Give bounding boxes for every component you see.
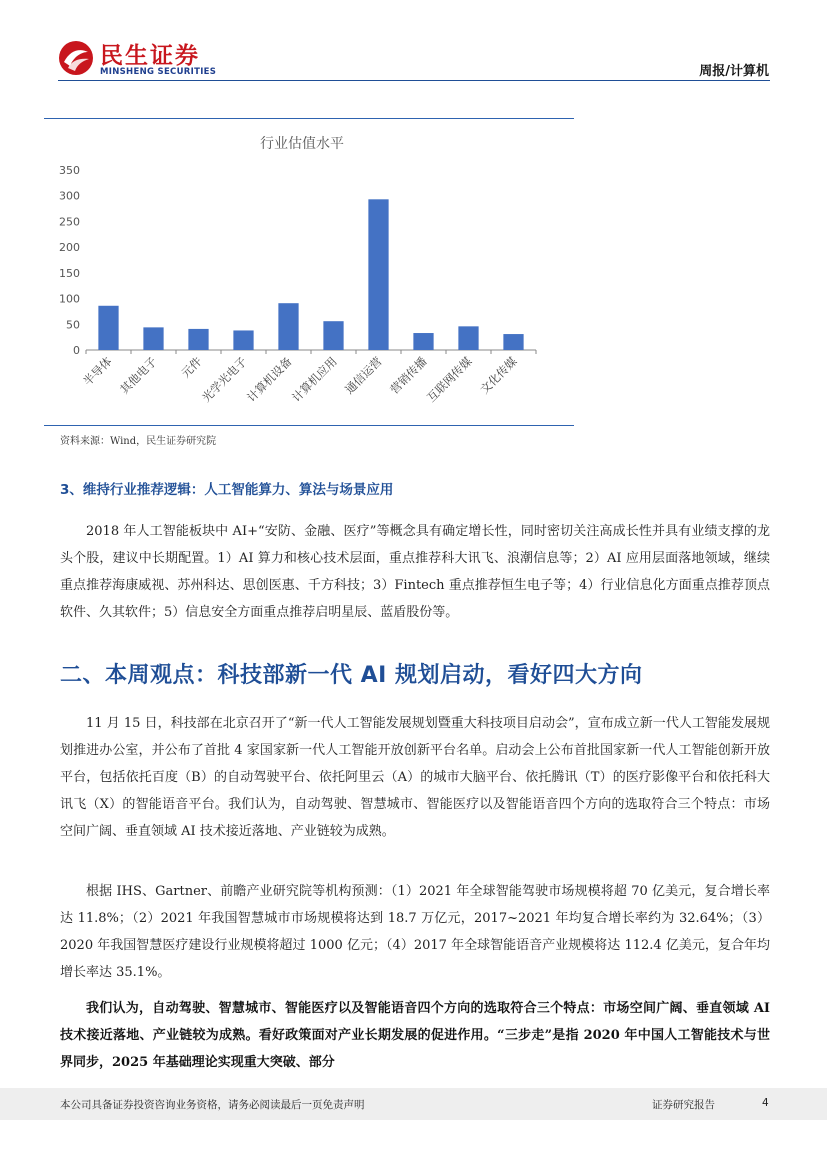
bar-5 (278, 303, 298, 350)
x-tick-label: 光学光电子 (199, 354, 250, 405)
x-tick-label: 半导体 (80, 354, 115, 389)
y-tick-label: 300 (59, 189, 80, 203)
bar-7 (368, 199, 388, 350)
figure-source-note: 资料来源：Wind，民生证券研究院 (60, 436, 217, 447)
x-tick-label: 通信运营 (342, 354, 385, 397)
bar-3 (188, 329, 208, 350)
x-tick-label: 其他电子 (117, 354, 160, 397)
y-tick-label: 100 (59, 292, 80, 306)
bar-series (98, 199, 523, 350)
x-tick-label: 文化传媒 (477, 354, 520, 397)
section-2-paragraph-2: 根据 IHS、Gartner、前瞻产业研究院等机构预测：（1）2021 年全球智能驾驶市场规模将超 70 亿美元，复合增长率达 11.8%；（2）2021 年我国智慧城市市场规模将达到 18.7 万亿元，2017~2021 年均复合增长率约为 32.64%；（3）2020 年我国智慧医疗建设行业规模将超过 1000 亿元；（4）2017 年全球智能语音产业规模将达 112.4 亿美元，复合年均增长率达 35.1%。 (60, 884, 770, 980)
y-tick-label: 200 (59, 241, 80, 255)
header-divider (58, 80, 770, 81)
bar-9 (458, 326, 478, 350)
chart-title: 行业估值水平 (260, 136, 344, 152)
figure-bottom-rule (44, 425, 574, 426)
section-2-paragraph-1: 11 月 15 日，科技部在北京召开了“新一代人工智能发展规划暨重大科技项目启动会”，宣布成立新一代人工智能发展规划推进办公室，并公布了首批 4 家国家新一代人工智能开放创新平台名单。启动会上公布首批国家新一代人工智能创新开放平台，包括依托百度（B）的自动驾驶平台、依托阿里云（A）的城市大脑平台、依托腾讯（T）的医疗影像平台和依托科大讯飞（X）的智能语音平台。我们认为，自动驾驶、智慧城市、智能医疗以及智能语音四个方向的选取符合三个特点：市场空间广阔、垂直领域 AI 技术接近落地、产业链较为成熟。 (60, 716, 770, 839)
x-tick-label: 互联网传媒 (424, 354, 475, 405)
bar-8 (413, 333, 433, 350)
footer-report-type: 证券研究报告 (652, 1099, 715, 1111)
x-tick-label: 计算机应用 (289, 354, 340, 405)
y-tick-label: 50 (66, 318, 80, 332)
x-tick-label: 元件 (178, 354, 205, 381)
x-tick-label: 计算机设备 (244, 354, 295, 405)
x-tick-label: 营销传播 (387, 354, 430, 397)
bar-6 (323, 321, 343, 350)
document-type: 周报/计算机 (699, 64, 769, 79)
y-tick-label: 250 (59, 215, 80, 229)
valuation-bar-chart (44, 118, 574, 426)
bar-4 (233, 330, 253, 350)
page-number: 4 (762, 1097, 769, 1109)
logo-chinese-name: 民生证券 (100, 43, 200, 69)
minsheng-logo-icon (58, 40, 94, 76)
y-tick-label: 150 (59, 266, 80, 280)
section-2-paragraph-3: 我们认为，自动驾驶、智慧城市、智能医疗以及智能语音四个方向的选取符合三个特点：市场空间广阔、垂直领域 AI 技术接近落地、产业链较为成熟。看好政策面对产业长期发展的促进作用。“三步走”是指 2020 年中国人工智能技术与世界同步，2025 年基础理论实现重大突破、部分 (60, 1001, 770, 1070)
section-3-paragraph: 2018 年人工智能板块中 AI+“安防、金融、医疗”等概念具有确定增长性，同时密切关注高成长性并具有业绩支撑的龙头个股，建议中长期配置。1）AI 算力和核心技术层面，重点推荐科大讯飞、浪潮信息等；2）AI 应用层面落地领域，继续重点推荐海康威视、苏州科达、思创医惠、千方科技；3）Fintech 重点推荐恒生电子等；4）行业信息化方面重点推荐顶点软件、久其软件；5）信息安全方面重点推荐启明星辰、蓝盾股份等。 (60, 524, 770, 620)
bar-1 (98, 306, 118, 350)
bar-2 (143, 327, 163, 350)
section-3-heading: 3、维持行业推荐逻辑：人工智能算力、算法与场景应用 (60, 482, 394, 498)
y-tick-label: 0 (73, 344, 80, 357)
bar-10 (503, 334, 523, 350)
y-tick-label: 350 (59, 164, 80, 177)
footer-disclaimer: 本公司具备证券投资咨询业务资格，请务必阅读最后一页免责声明 (60, 1099, 365, 1111)
logo-english-name: MINSHENG SECURITIES (100, 67, 217, 77)
section-2-heading: 二、本周观点：科技部新一代 AI 规划启动，看好四大方向 (60, 663, 643, 688)
x-axis (80, 350, 536, 405)
